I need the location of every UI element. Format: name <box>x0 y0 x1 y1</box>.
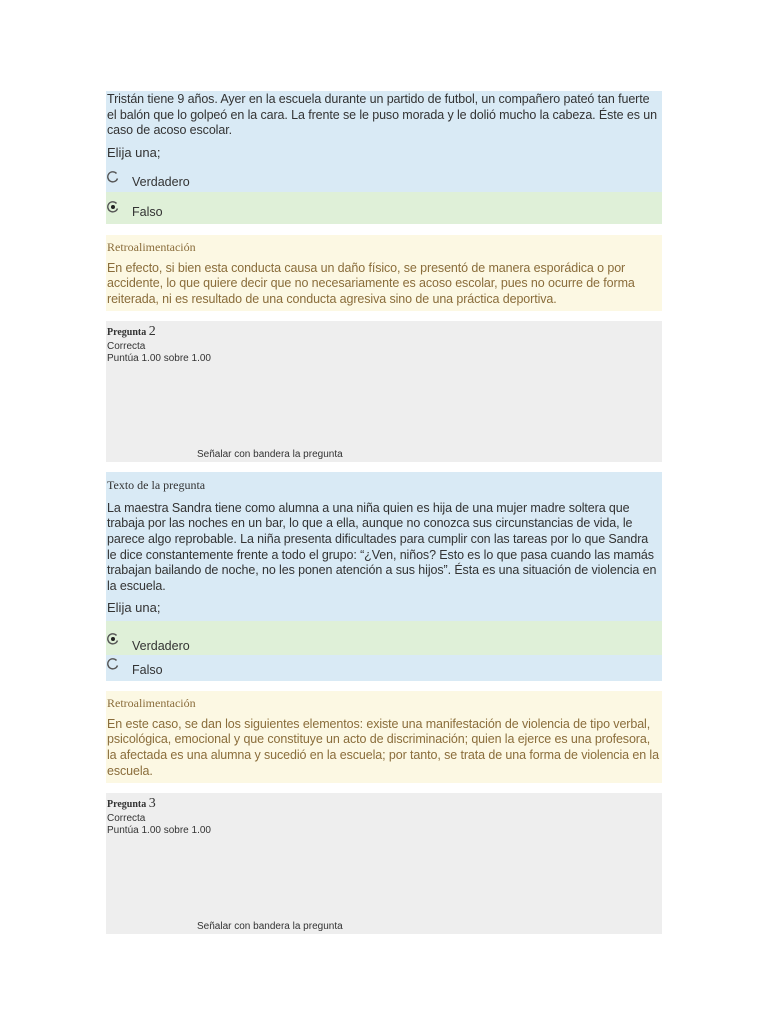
option-falso[interactable] <box>106 655 662 681</box>
question-state: Correcta <box>107 812 146 824</box>
option-verdadero[interactable] <box>106 162 662 192</box>
question-1-feedback <box>106 235 662 311</box>
flag-question-link[interactable]: Señalar con bandera la pregunta <box>197 448 343 460</box>
quiz-review <box>106 91 662 934</box>
feedback-title: Retroalimentación <box>107 239 196 254</box>
radio-selected-icon[interactable] <box>107 633 119 645</box>
question-1-prompt: Elija una; <box>107 144 161 160</box>
question-2-text: La maestra Sandra tiene como alumna a una niña quien es hija de una mujer madre soltera que trabaja por las noches en un bar, lo que a ella, aunque no conozca sus circunstancias de vida, le parece algo reprobable. La niña presenta dificultades para cumplir con las tareas por lo que Sandra le dice constantemente frente a todo el grupo: “¿Ven, niños? Esto es lo que pasa cuando las mamás trabajan bailando de noche, no les ponen atención a sus hijos”. Ésta es una situación de violencia en la escuela. <box>107 500 657 593</box>
question-text-title: Texto de la pregunta <box>107 477 206 492</box>
feedback-title: Retroalimentación <box>107 695 196 710</box>
question-2-prompt: Elija una; <box>107 600 161 616</box>
question-grade: Puntúa 1.00 sobre 1.00 <box>107 824 211 836</box>
question-1-text: Tristán tiene 9 años. Ayer en la escuela durante un partido de futbol, un compañero pateó tan fuerte el balón que lo golpeó en la cara. La frente se le puso morada y le dolió mucho la cabeza. Éste es un caso de acoso escolar. <box>107 92 657 138</box>
question-grade: Puntúa 1.00 sobre 1.00 <box>107 352 211 364</box>
question-2-info <box>106 321 662 462</box>
radio-unselected-icon[interactable] <box>107 171 119 183</box>
feedback-text: En este caso, se dan los siguientes elementos: existe una manifestación de violencia de tipo verbal, psicológica, emocional y que constituye un acto de discriminación; quien la ejerce es una profesora, la afectada es una alumna y sucedió en la escuela; por tanto, se trata de una forma de violencia en la escuela. <box>107 716 659 778</box>
option-falso[interactable] <box>106 192 662 224</box>
feedback-text: En efecto, si bien esta conducta causa un daño físico, se presentó de manera esporádica o por accidente, lo que quiere decir que no necesariamente es acoso escolar, pues no ocurre de forma reiterada, ni es resultado de una conducta agresiva sino de una práctica deportiva. <box>107 260 635 306</box>
question-number: Pregunta 3 <box>107 795 156 811</box>
option-label: Verdadero <box>132 174 190 189</box>
option-label: Falso <box>132 662 163 677</box>
question-3-info <box>106 793 662 934</box>
question-1-content <box>106 91 662 192</box>
question-2-feedback <box>106 691 662 783</box>
option-label: Falso <box>132 204 163 219</box>
question-number: Pregunta 2 <box>107 323 156 339</box>
radio-unselected-icon[interactable] <box>107 658 119 670</box>
option-verdadero[interactable] <box>106 621 662 655</box>
question-state: Correcta <box>107 340 146 352</box>
radio-selected-icon[interactable] <box>107 201 119 213</box>
question-2-content <box>106 472 662 621</box>
flag-question-link[interactable]: Señalar con bandera la pregunta <box>197 920 343 932</box>
option-label: Verdadero <box>132 638 190 653</box>
